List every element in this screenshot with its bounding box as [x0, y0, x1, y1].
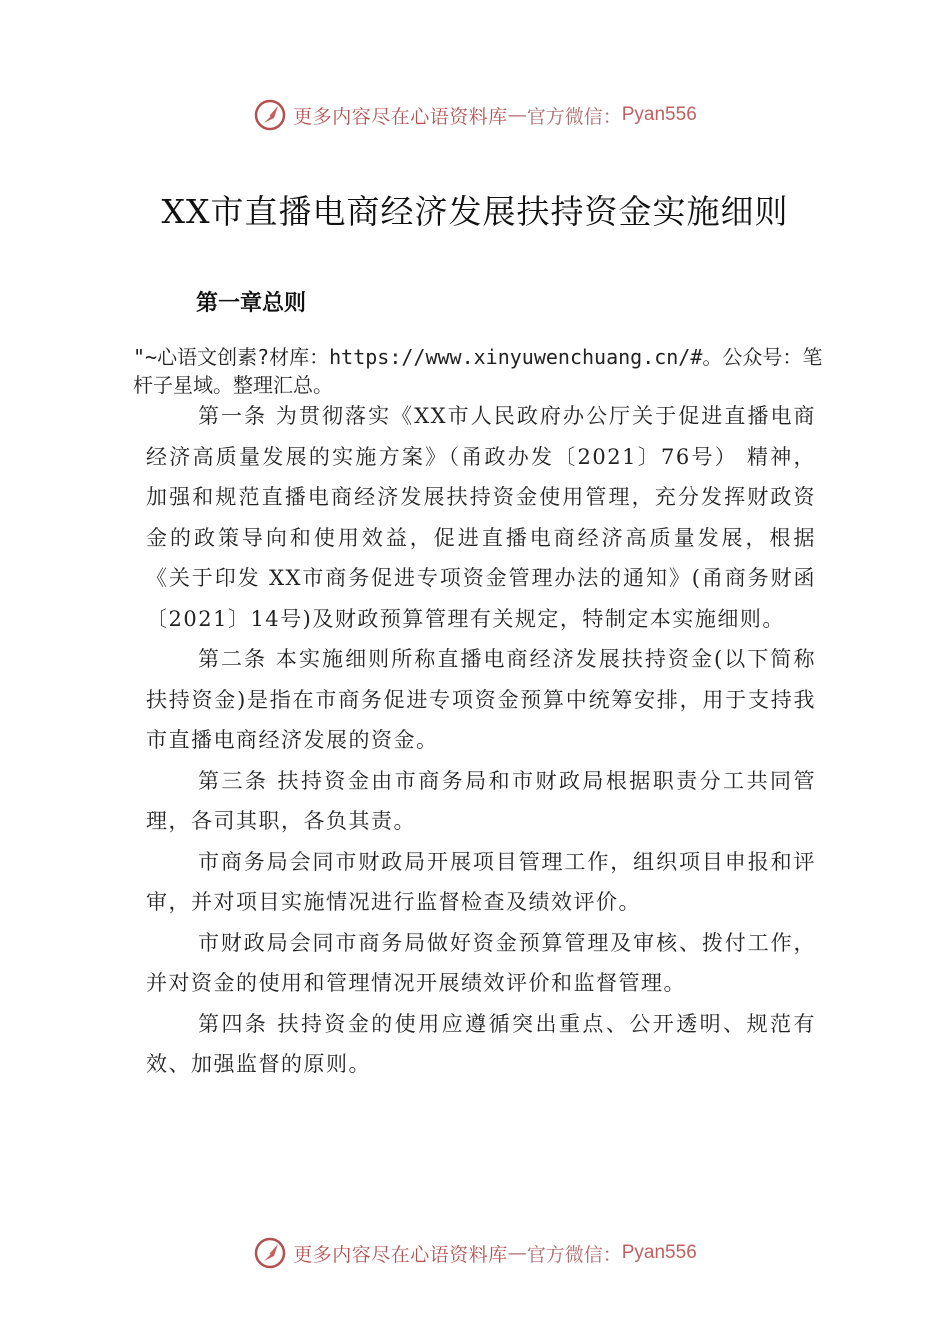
- document-body: [146, 396, 816, 1085]
- watermark-separator: —: [507, 1242, 527, 1264]
- watermark-text: 更多内容尽在心语资料库: [293, 1243, 508, 1266]
- watermark-wechat-label: 官方微信：: [526, 105, 622, 128]
- chapter-heading: 第一章总则: [196, 291, 307, 316]
- paragraph-article-1: 第一条 为贯彻落实《XX市人民政府办公厅关于促进直播电商经济高质量发展的实施方案》（甬政办发〔2021〕76号） 精神，加强和规范直播电商经济发展扶持资金使用管理，充分发挥财政资金的政策导向和使用效益，促进直播电商经济高质量发展，根据《关于印发 XX市商务促进专项资金管理办法的通知》(甬商务财函〔2021〕14号)及财政预算管理有关规定，特制定本实施细则。: [146, 404, 816, 631]
- watermark-header: [0, 95, 950, 135]
- document-title: XX市直播电商经济发展扶持资金实施细则: [161, 192, 789, 231]
- paragraph-article-2: 第二条 本实施细则所称直播电商经济发展扶持资金(以下简称扶持资金)是指在市商务促进专项资金预算中统筹安排，用于支持我市直播电商经济发展的资金。: [146, 647, 816, 752]
- watermark-separator: —: [507, 104, 527, 126]
- quill-logo-icon: [253, 98, 287, 132]
- watermark-wechat-id: Pyan556: [621, 1242, 697, 1263]
- source-note: "~心语文创素?材库：https://www.xinyuwenchuang.cn/#。公众号：笔杆子星域。整理汇总。: [133, 345, 823, 397]
- paragraph-article-4: 第四条 扶持资金的使用应遵循突出重点、公开透明、规范有效、加强监督的原则。: [146, 1011, 816, 1076]
- watermark-footer: [0, 1233, 950, 1273]
- quill-logo-icon: [253, 1236, 287, 1270]
- watermark-text: 更多内容尽在心语资料库: [293, 105, 508, 128]
- watermark-wechat-id: Pyan556: [621, 104, 697, 125]
- paragraph-finance-bureau: 市财政局会同市商务局做好资金预算管理及审核、拨付工作，并对资金的使用和管理情况开展绩效评价和监督管理。: [146, 930, 816, 995]
- paragraph-commerce-bureau: 市商务局会同市财政局开展项目管理工作，组织项目申报和评审，并对项目实施情况进行监督检查及绩效评价。: [146, 849, 816, 914]
- watermark-wechat-label: 官方微信：: [526, 1243, 622, 1266]
- paragraph-article-3: 第三条 扶持资金由市商务局和市财政局根据职责分工共同管理，各司其职，各负其责。: [146, 768, 816, 833]
